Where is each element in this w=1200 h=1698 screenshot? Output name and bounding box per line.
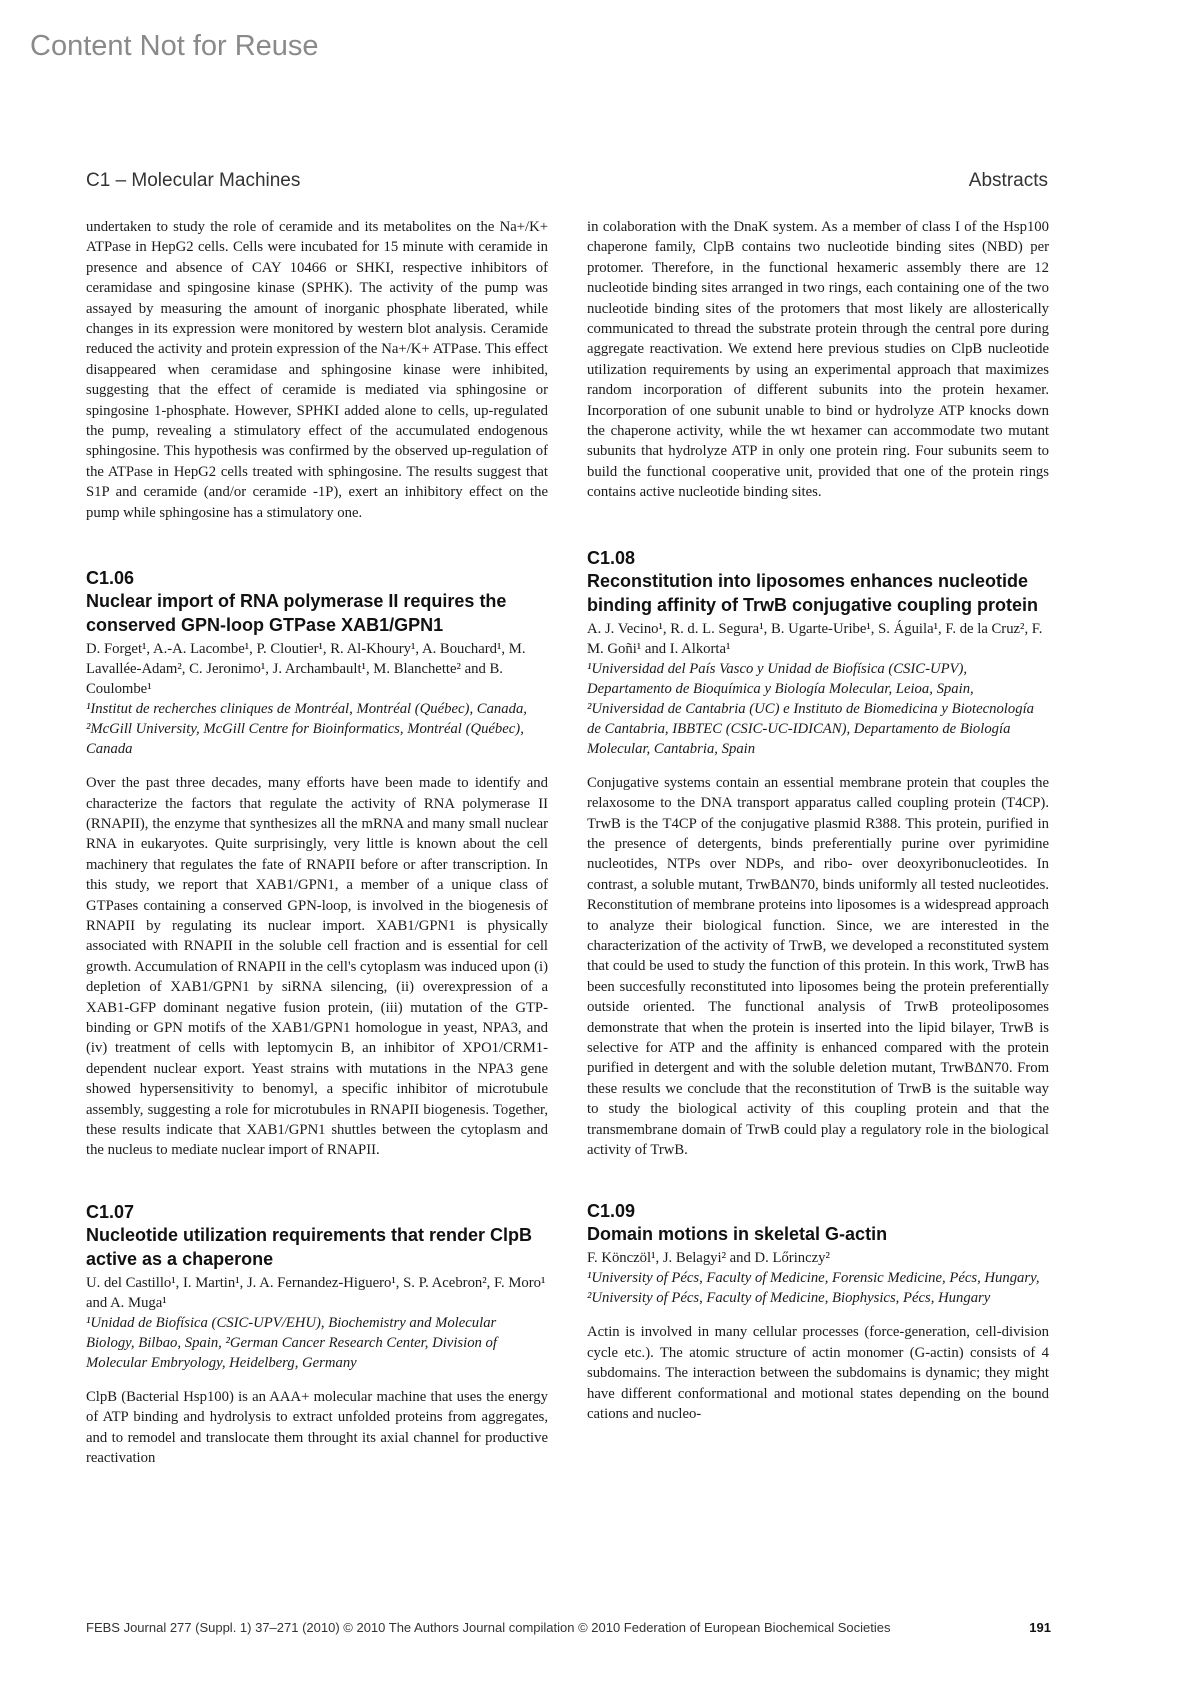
abstract-c1-06	[86, 567, 548, 1161]
abstract-affiliation: ¹University of Pécs, Faculty of Medicine, Forensic Medicine, Pécs, Hungary, ²University of Pécs, Faculty of Medicine, Biophysics, Pécs, Hungary	[587, 1270, 1040, 1307]
abstract-c1-09	[587, 1200, 1049, 1424]
abstract-body: Actin is involved in many cellular processes (force-generation, cell-division cycle etc.). The atomic structure of actin monomer (G-actin) consists of 4 subdomains. The interaction between the subdomains is dynamic; they might have different conformational and motional states depending on the bound cations and nucleo-	[587, 1324, 1049, 1423]
abstract-id: C1.09	[587, 1201, 636, 1222]
watermark: Content Not for Reuse	[30, 30, 319, 62]
abstract-authors: A. J. Vecino¹, R. d. L. Segura¹, B. Ugarte-Uribe¹, S. Águila¹, F. de la Cruz², F. M. Goñi¹ and I. Alkorta¹	[587, 620, 1043, 657]
abstract-title: Nucleotide utilization requirements that render ClpB active as a chaperone	[86, 1224, 533, 1269]
journal-citation: FEBS Journal 277 (Suppl. 1) 37–271 (2010) © 2010 The Authors Journal compilation © 2010 Federation of European Biochemical Societies	[86, 1620, 891, 1635]
abstract-c1-08	[587, 547, 1049, 1161]
abstract-id: C1.08	[587, 547, 636, 568]
abstract-authors: D. Forget¹, A.-A. Lacombe¹, P. Cloutier¹, R. Al-Khoury¹, A. Bouchard¹, M. Lavallée-Adam², C. Jeronimo¹, J. Archambault¹, M. Blanchette² and B. Coulombe¹	[86, 641, 526, 698]
abstract-title: Nuclear import of RNA polymerase II requires the conserved GPN-loop GTPase XAB1/GPN1	[86, 591, 507, 636]
category-header: Abstracts	[968, 170, 1048, 191]
abstract-id: C1.07	[86, 1201, 135, 1222]
left-column	[86, 217, 548, 1468]
abstract-authors: F. Könczöl¹, J. Belagyi² and D. Lőrinczy²	[587, 1250, 830, 1267]
continued-abstract-text: undertaken to study the role of ceramide and its metabolites on the Na+/K+ ATPase in HepG2 cells. Cells were incubated for 15 minute with ceramide in presence and absence of CAY 10466 or SHKI, respective inhibitors of ceramidase and spingosine kinase (SPHK). The activity of the pump was assayed by measuring the amount of inorganic phosphate liberated, while changes in its expression were monitored by western blot analysis. Ceramide reduced the activity and protein expression of the Na+/K+ ATPase. This effect disappeared when ceramidase and sphingosine kinase were inhibited, suggesting that the effect of ceramide is mediated via sphingosine or spingosine 1-phosphate. However, SPHKI added alone to cells, up-regulated the pump, revealing a stimulatory effect of the accumulated endogenous sphingosine. This hypothesis was confirmed by the observed up-regulation of the ATPase in HepG2 cells treated with sphingosine. The results suggest that S1P and ceramide (and/or ceramide -1P), exert an inhibitory effect on the pump while sphingosine has a stimulatory one.	[86, 219, 548, 521]
page-number: 191	[1029, 1620, 1051, 1635]
page-footer	[86, 1620, 1051, 1635]
abstract-body: Over the past three decades, many efforts have been made to identify and characterize the factors that regulate the activity of RNA polymerase II (RNAPII), the enzyme that synthesizes all the mRNA and many small nuclear RNA in eukaryotes. Quite surprisingly, very little is known about the cell machinery that regulates the fate of RNAPII before or after transcription. In this study, we report that XAB1/GPN1, a member of a unique class of GTPases containing a conserved GPN-loop, is involved in the biogenesis of RNAPII by regulating its nuclear import. XAB1/GPN1 is physically associated with RNAPII in the soluble cell fraction and is essential for cell growth. Accumulation of RNAPII in the cell's cytoplasm was induced upon (i) depletion of XAB1/GPN1 by siRNA silencing, (ii) overexpression of a XAB1-GFP dominant negative fusion protein, (iii) mutation of the GTP-binding or GPN motifs of the XAB1/GPN1 homologue in yeast, NPA3, and (iv) treatment of cells with leptomycin B, an inhibitor of XPO1/CRM1-dependent nuclear export. Yeast strains with mutations in the NPA3 gene showed hypersensitivity to benomyl, a specific inhibitor of microtubule assembly, suggesting a role for microtubules in RNAPII biogenesis. Together, these results indicate that XAB1/GPN1 shuttles between the cytoplasm and the nucleus to mediate nuclear import of RNAPII.	[86, 775, 548, 1159]
abstract-title: Domain motions in skeletal G-actin	[587, 1224, 888, 1245]
section-header: C1 – Molecular Machines	[86, 170, 301, 191]
abstract-authors: U. del Castillo¹, I. Martin¹, J. A. Fernandez-Higuero¹, S. P. Acebron², F. Moro¹ and A. Muga¹	[86, 1274, 546, 1311]
continued-abstract-text: in colaboration with the DnaK system. As a member of class I of the Hsp100 chaperone family, ClpB contains two nucleotide binding sites (NBD) per protomer. Therefore, in the functional hexameric assembly there are 12 nucleotide binding sites arranged in two rings, each containing one of the two nucleotide binding sites of the protomers that most likely are allosterically communicated to thread the substrate protein through the central pore during aggregate reactivation. We extend here previous studies on ClpB nucleotide utilization requirements by using an experimental approach that maximizes random incorporation of different subunits into the protein hexamer. Incorporation of one subunit unable to bind or hydrolyze ATP knocks down the chaperone activity, while the wt hexamer can accommodate two mutant subunits that hydrolyze ATP in only one protein ring. Four subunits seem to build the functional cooperative unit, provided that one of the protein rings contains active nucleotide binding sites.	[587, 219, 1049, 501]
abstract-body: ClpB (Bacterial Hsp100) is an AAA+ molecular machine that uses the energy of ATP binding and hydrolysis to extract unfolded proteins from aggregates, and to remodel and translocate them throught its axial channel for productive reactivation	[86, 1388, 548, 1467]
right-column	[587, 217, 1049, 1424]
abstract-id: C1.06	[86, 568, 135, 589]
abstract-affiliation: ¹Unidad de Biofísica (CSIC-UPV/EHU), Biochemistry and Molecular Biology, Bilbao, Spain, ²German Cancer Research Center, Division of Molecular Embryology, Heidelberg, Germany	[86, 1314, 497, 1371]
abstract-title: Reconstitution into liposomes enhances nucleotide binding affinity of TrwB conjugative coupling protein	[587, 570, 1038, 615]
abstract-affiliation: ¹Institut de recherches cliniques de Montréal, Montréal (Québec), Canada, ²McGill University, McGill Centre for Bioinformatics, Montréal (Québec), Canada	[86, 701, 527, 758]
abstract-c1-07	[86, 1201, 548, 1469]
abstract-body: Conjugative systems contain an essential membrane protein that couples the relaxosome to the DNA transport apparatus called coupling protein (T4CP). TrwB is the T4CP of the conjugative plasmid R388. This protein, purified in the presence of detergents, binds preferentially purine over pyrimidine nucleotides, NTPs over NDPs, and ribo- over deoxyribonucleotides. In contrast, a soluble mutant, TrwBΔN70, binds uniformly all tested nucleotides. Reconstitution of membrane proteins into liposomes is a widespread approach to analyze their biological function. Since, we are interested in the characterization of the activity of TrwB, we developed a reconstituted system that could be used to study the function of this protein. In this work, TrwB has been succesfully reconstituted into liposomes being the protein preferentially outside oriented. The functional analysis of TrwB proteoliposomes demonstrate that when the protein is inserted into the lipid bilayer, TrwB is selective for ATP and the affinity is enhanced compared with the protein purified in detergent and with the soluble deletion mutant, TrwBΔN70. From these results we conclude that the reconstitution of TrwB is the suitable way to study the biological activity of this coupling protein and that the transmembrane domain of TrwB could play a regulatory role in the biological activity of TrwB.	[587, 774, 1049, 1158]
abstract-affiliation: ¹Universidad del País Vasco y Unidad de Biofísica (CSIC-UPV), Departamento de Bioquímica y Biología Molecular, Leioa, Spain, ²Universidad de Cantabria (UC) e Instituto de Biomedicina y Biotecnología de Cantabria, IBBTEC (CSIC-UC-IDICAN), Departamento de Biología Molecular, Cantabria, Spain	[587, 660, 1034, 757]
